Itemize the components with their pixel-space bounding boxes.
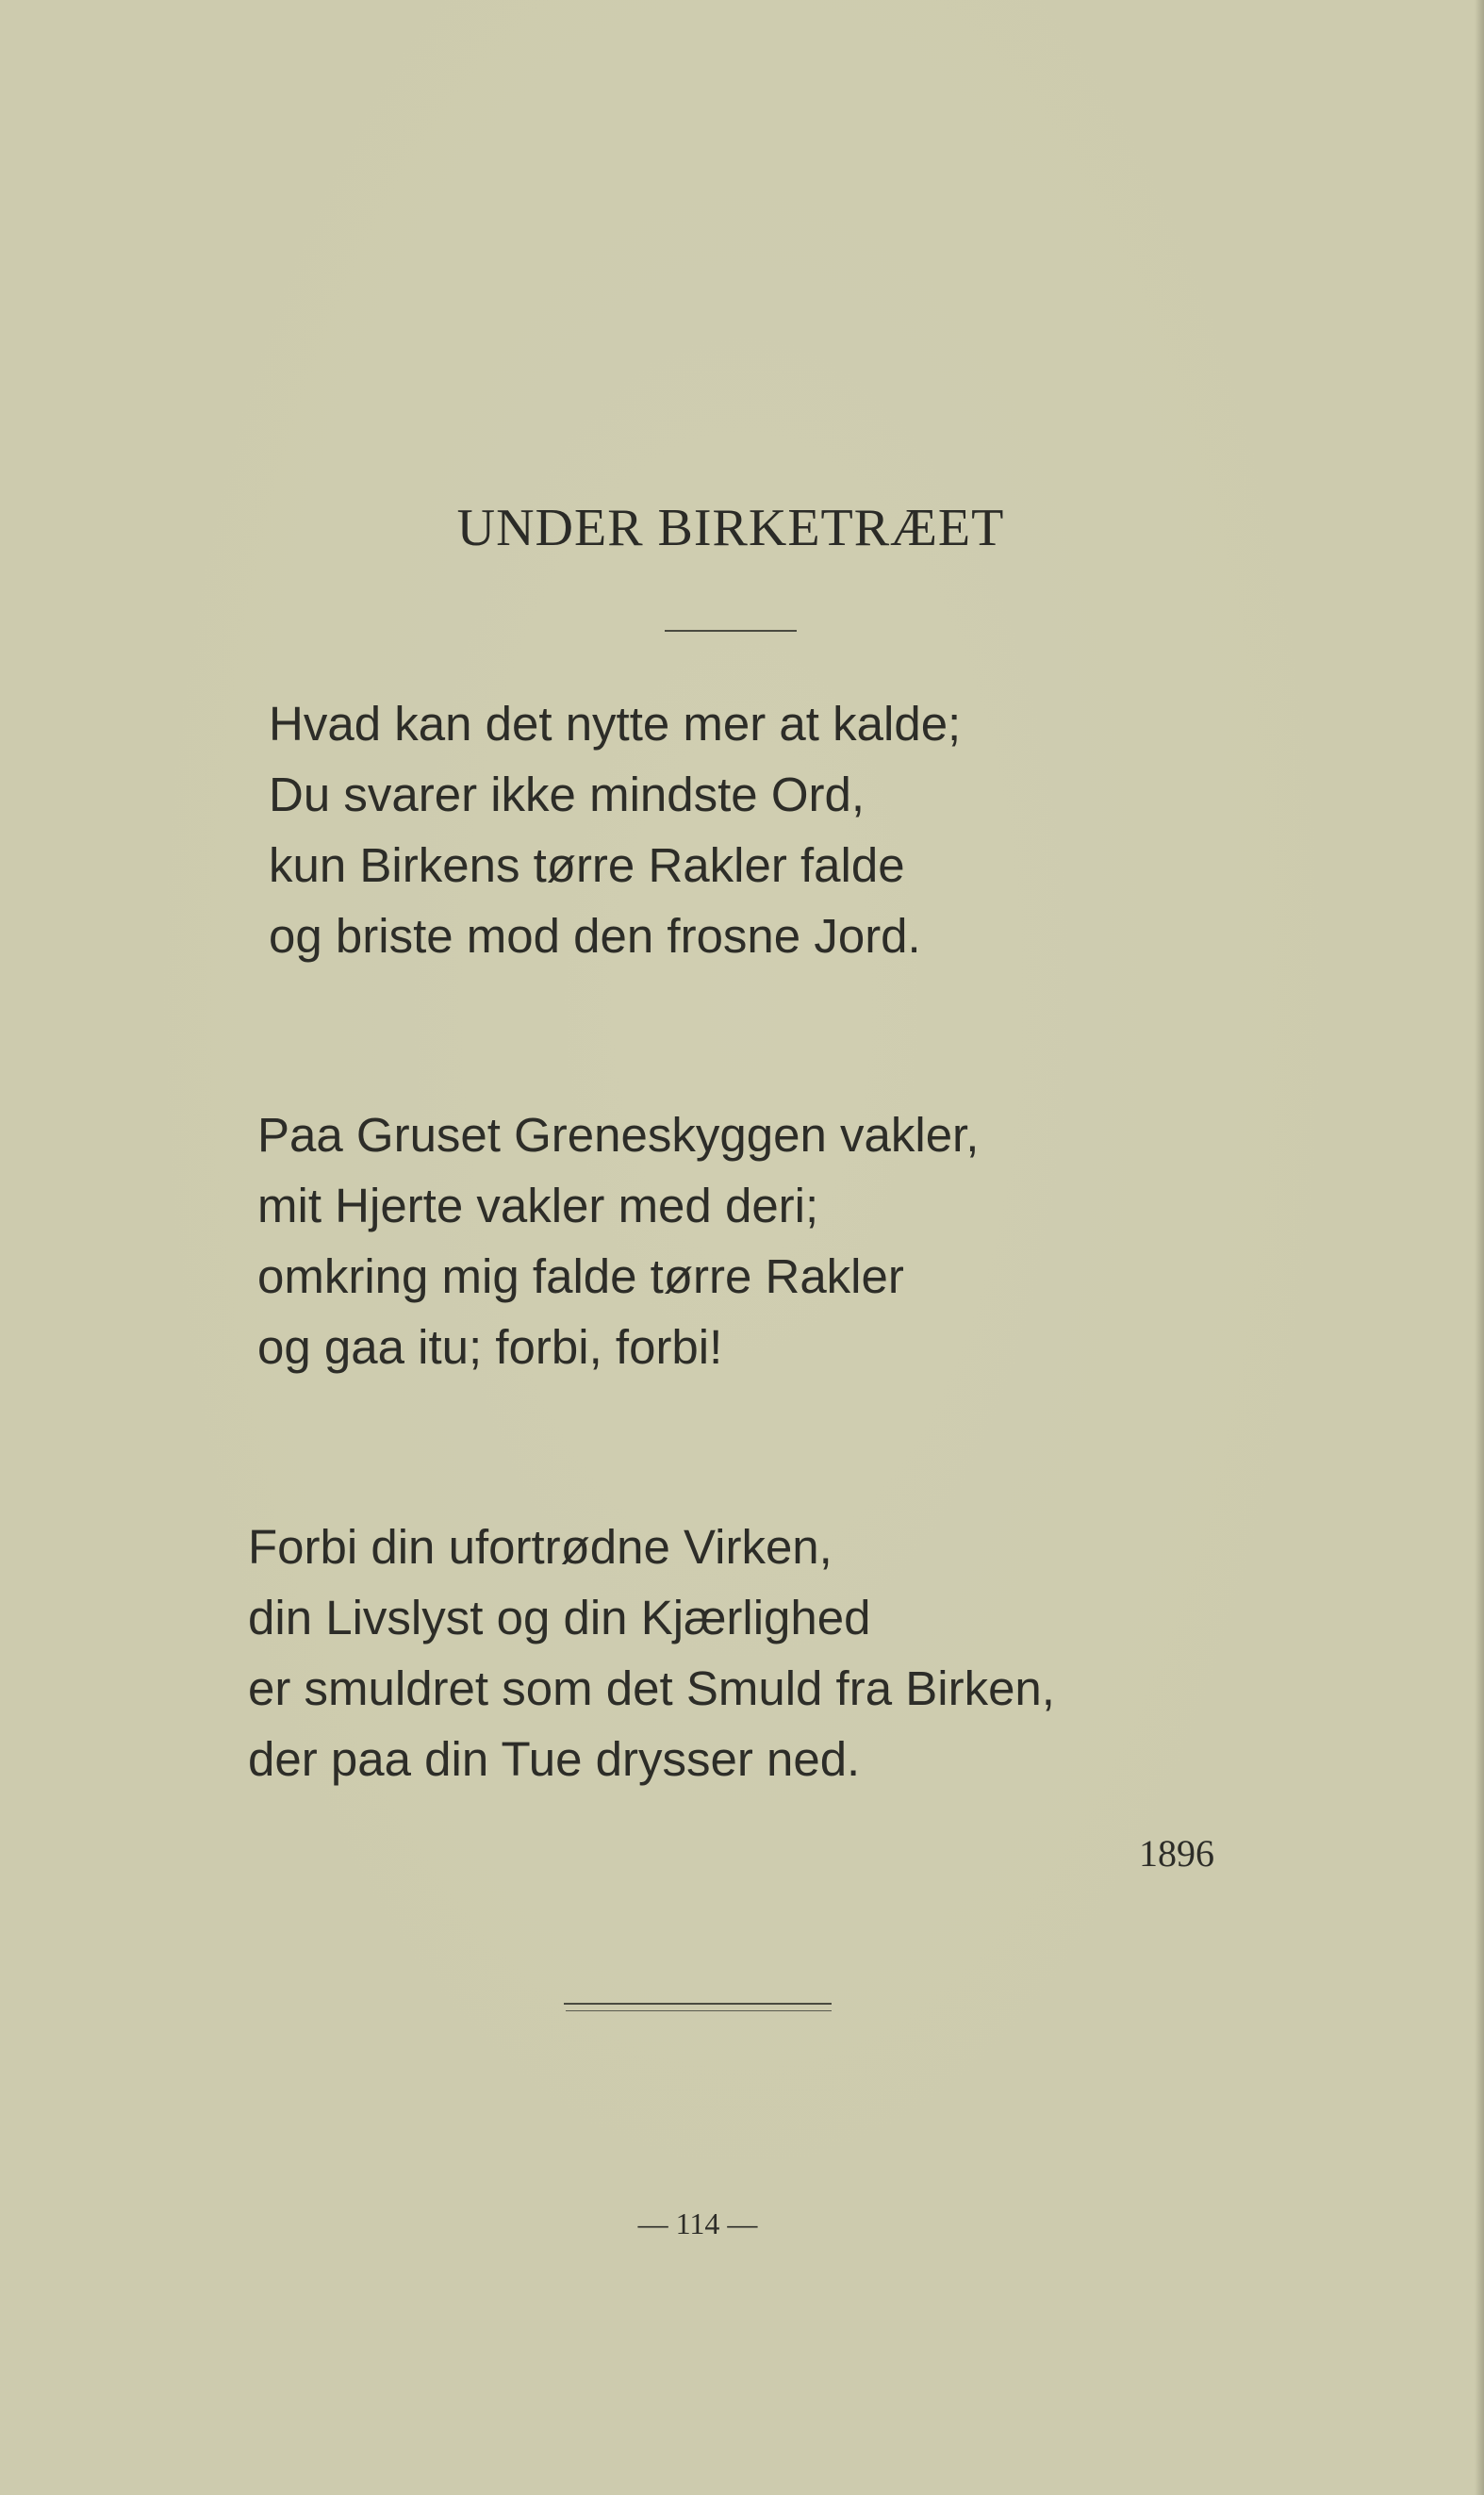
poem-line: er smuldret som det Smuld fra Birken, <box>248 1661 1055 1715</box>
poem-line: og briste mod den frosne Jord. <box>269 909 921 963</box>
poem-line: omkring mig falde tørre Rakler <box>257 1249 904 1303</box>
poem-line: Du svarer ikke mindste Ord, <box>269 768 866 821</box>
stanza-3 <box>248 1512 1055 1794</box>
stanza-2 <box>257 1099 979 1382</box>
end-divider <box>564 2003 832 2005</box>
poem-title: UNDER BIRKETRÆET <box>456 499 1005 557</box>
poem-line: der paa din Tue drysser ned. <box>248 1732 861 1786</box>
poem-line: Forbi din ufortrødne Virken, <box>248 1520 833 1574</box>
poem-line: og gaa itu; forbi, forbi! <box>257 1320 723 1374</box>
poem-line: Hvad kan det nytte mer at kalde; <box>269 697 962 751</box>
stanza-1 <box>269 688 961 971</box>
page-edge-shadow <box>1475 0 1484 2495</box>
poem-line: mit Hjerte vakler med deri; <box>257 1179 819 1232</box>
poem-line: Paa Gruset Greneskyggen vakler, <box>257 1108 980 1162</box>
page-number: — 114 — <box>637 2206 758 2240</box>
end-divider-secondary <box>566 2010 832 2011</box>
poem-line: din Livslyst og din Kjærlighed <box>248 1591 871 1644</box>
title-divider <box>665 630 797 632</box>
poem-line: kun Birkens tørre Rakler falde <box>269 838 905 892</box>
poem-year: 1896 <box>1139 1832 1214 1875</box>
